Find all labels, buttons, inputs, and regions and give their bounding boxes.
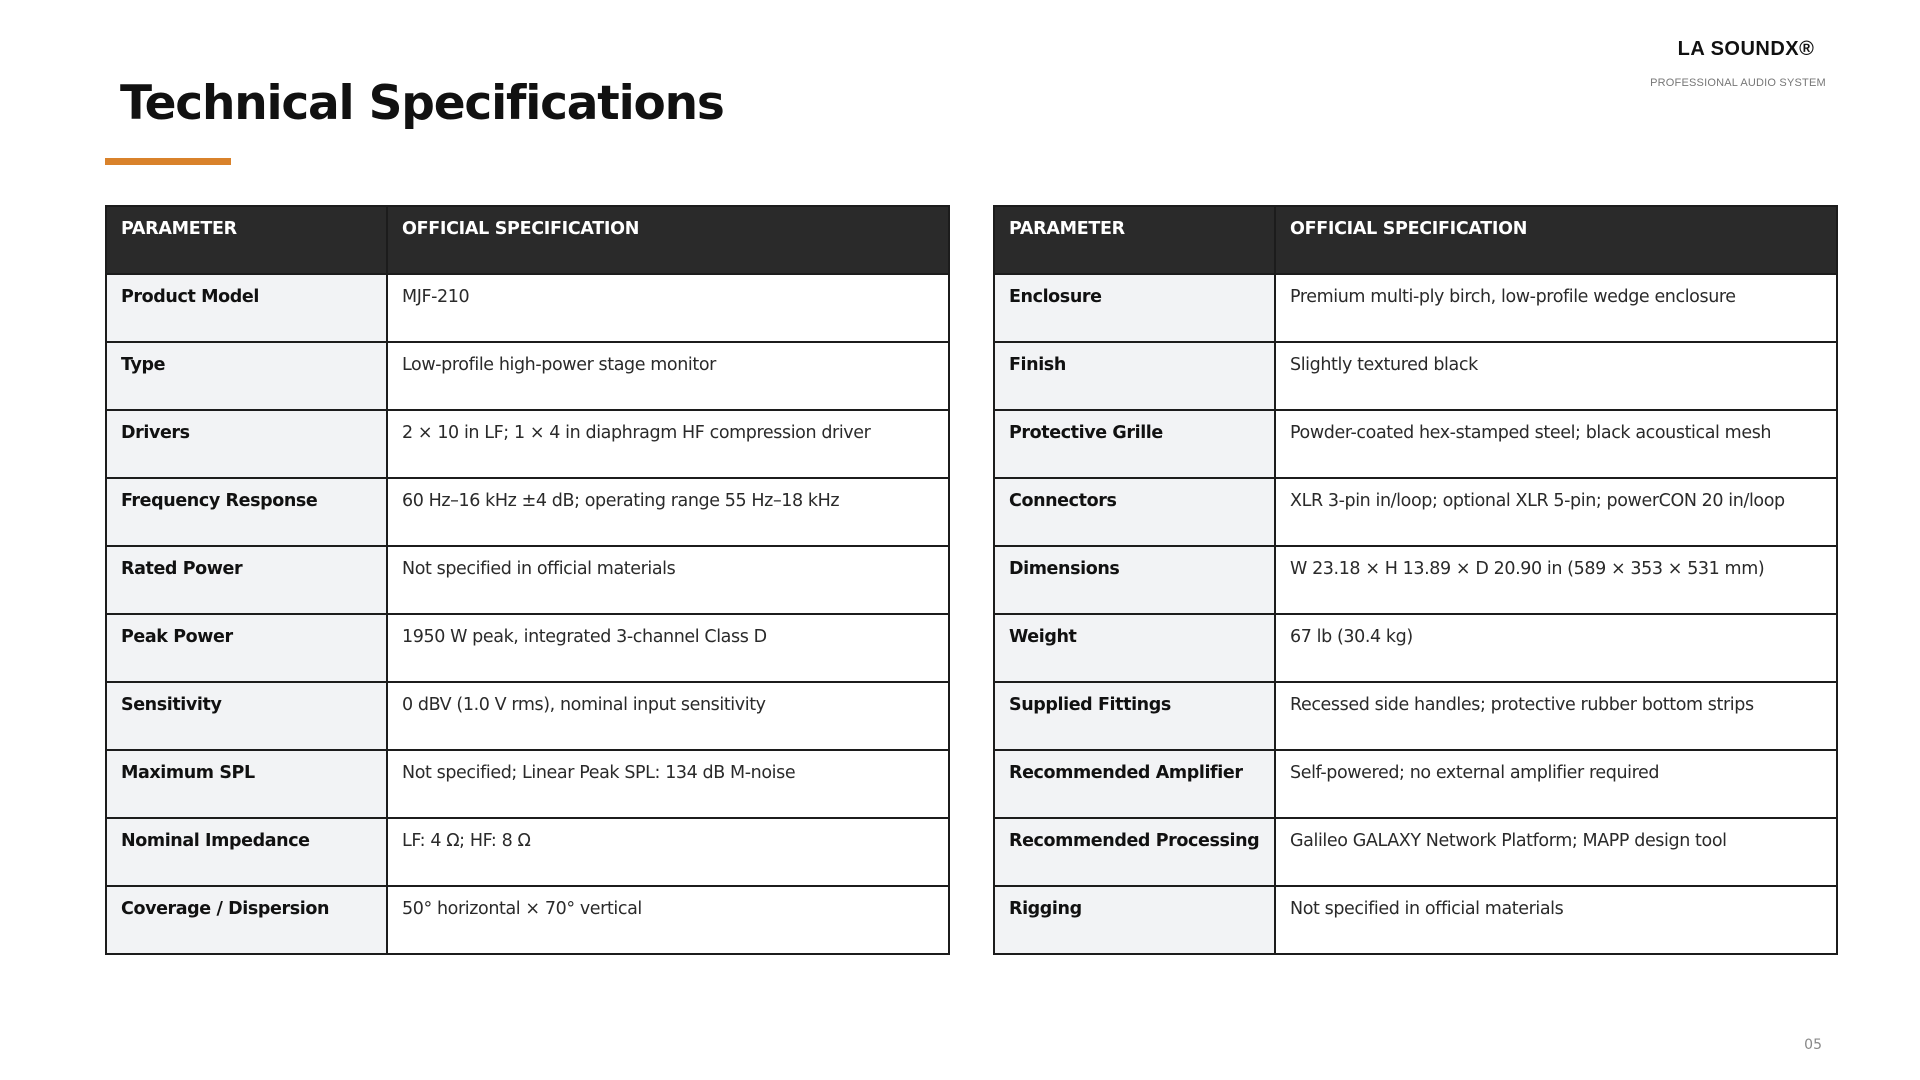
table-header-row [994, 206, 1837, 274]
table-row [994, 818, 1837, 886]
title-accent-bar [105, 158, 231, 165]
parameter-cell: Frequency Response [106, 478, 387, 546]
parameter-cell: Weight [994, 614, 1275, 682]
parameter-cell: Coverage / Dispersion [106, 886, 387, 954]
spec-table-right [993, 205, 1838, 955]
parameter-cell: Protective Grille [994, 410, 1275, 478]
parameter-cell: Supplied Fittings [994, 682, 1275, 750]
specification-cell: Self-powered; no external amplifier required [1275, 750, 1837, 818]
table-row [994, 886, 1837, 954]
table-row [994, 342, 1837, 410]
table-row [106, 886, 949, 954]
table-row [994, 410, 1837, 478]
specification-cell: Not specified in official materials [387, 546, 949, 614]
parameter-cell: Peak Power [106, 614, 387, 682]
specification-cell: 67 lb (30.4 kg) [1275, 614, 1837, 682]
page-number: 05 [1804, 1037, 1822, 1053]
specification-cell: Recessed side handles; protective rubber bottom strips [1275, 682, 1837, 750]
parameter-cell: Finish [994, 342, 1275, 410]
specification-cell: 1950 W peak, integrated 3-channel Class D [387, 614, 949, 682]
specification-cell: Powder-coated hex-stamped steel; black acoustical mesh [1275, 410, 1837, 478]
specification-cell: 0 dBV (1.0 V rms), nominal input sensitivity [387, 682, 949, 750]
specification-cell: Slightly textured black [1275, 342, 1837, 410]
specification-cell: Premium multi-ply birch, low-profile wedge enclosure [1275, 274, 1837, 342]
specification-cell: LF: 4 Ω; HF: 8 Ω [387, 818, 949, 886]
specification-cell: Not specified in official materials [1275, 886, 1837, 954]
parameter-cell: Rigging [994, 886, 1275, 954]
specification-cell: 60 Hz–16 kHz ±4 dB; operating range 55 Hz–18 kHz [387, 478, 949, 546]
table-header-row [106, 206, 949, 274]
brand-logo [1618, 38, 1858, 89]
parameter-cell: Type [106, 342, 387, 410]
specification-cell: 2 × 10 in LF; 1 × 4 in diaphragm HF compression driver [387, 410, 949, 478]
parameter-cell: Drivers [106, 410, 387, 478]
table-row [106, 614, 949, 682]
parameter-cell: Recommended Amplifier [994, 750, 1275, 818]
table-row [106, 818, 949, 886]
column-header-parameter: PARAMETER [106, 206, 387, 274]
parameter-cell: Dimensions [994, 546, 1275, 614]
parameter-cell: Product Model [106, 274, 387, 342]
table-row [994, 478, 1837, 546]
column-header-specification: OFFICIAL SPECIFICATION [1275, 206, 1837, 274]
specification-cell: Not specified; Linear Peak SPL: 134 dB M-noise [387, 750, 949, 818]
parameter-cell: Nominal Impedance [106, 818, 387, 886]
table-row [106, 546, 949, 614]
table-row [994, 614, 1837, 682]
brand-name: LA SOUNDX® [1677, 38, 1815, 60]
table-row [106, 478, 949, 546]
table-row [994, 682, 1837, 750]
specification-cell: Low-profile high-power stage monitor [387, 342, 949, 410]
table-row [994, 274, 1837, 342]
parameter-cell: Connectors [994, 478, 1275, 546]
table-row [106, 274, 949, 342]
table-row [106, 342, 949, 410]
brand-tagline: PROFESSIONAL AUDIO SYSTEM [1650, 77, 1826, 89]
specification-cell: W 23.18 × H 13.89 × D 20.90 in (589 × 353 × 531 mm) [1275, 546, 1837, 614]
specification-cell: Galileo GALAXY Network Platform; MAPP design tool [1275, 818, 1837, 886]
parameter-cell: Recommended Processing [994, 818, 1275, 886]
specification-cell: 50° horizontal × 70° vertical [387, 886, 949, 954]
table-row [106, 410, 949, 478]
parameter-cell: Enclosure [994, 274, 1275, 342]
table-row [106, 682, 949, 750]
specification-cell: XLR 3-pin in/loop; optional XLR 5-pin; powerCON 20 in/loop [1275, 478, 1837, 546]
parameter-cell: Sensitivity [106, 682, 387, 750]
page-title: Technical Specifications [120, 76, 724, 131]
table-row [994, 546, 1837, 614]
table-row [106, 750, 949, 818]
parameter-cell: Rated Power [106, 546, 387, 614]
specification-cell: MJF-210 [387, 274, 949, 342]
spec-table-left [105, 205, 950, 955]
parameter-cell: Maximum SPL [106, 750, 387, 818]
column-header-parameter: PARAMETER [994, 206, 1275, 274]
column-header-specification: OFFICIAL SPECIFICATION [387, 206, 949, 274]
table-row [994, 750, 1837, 818]
